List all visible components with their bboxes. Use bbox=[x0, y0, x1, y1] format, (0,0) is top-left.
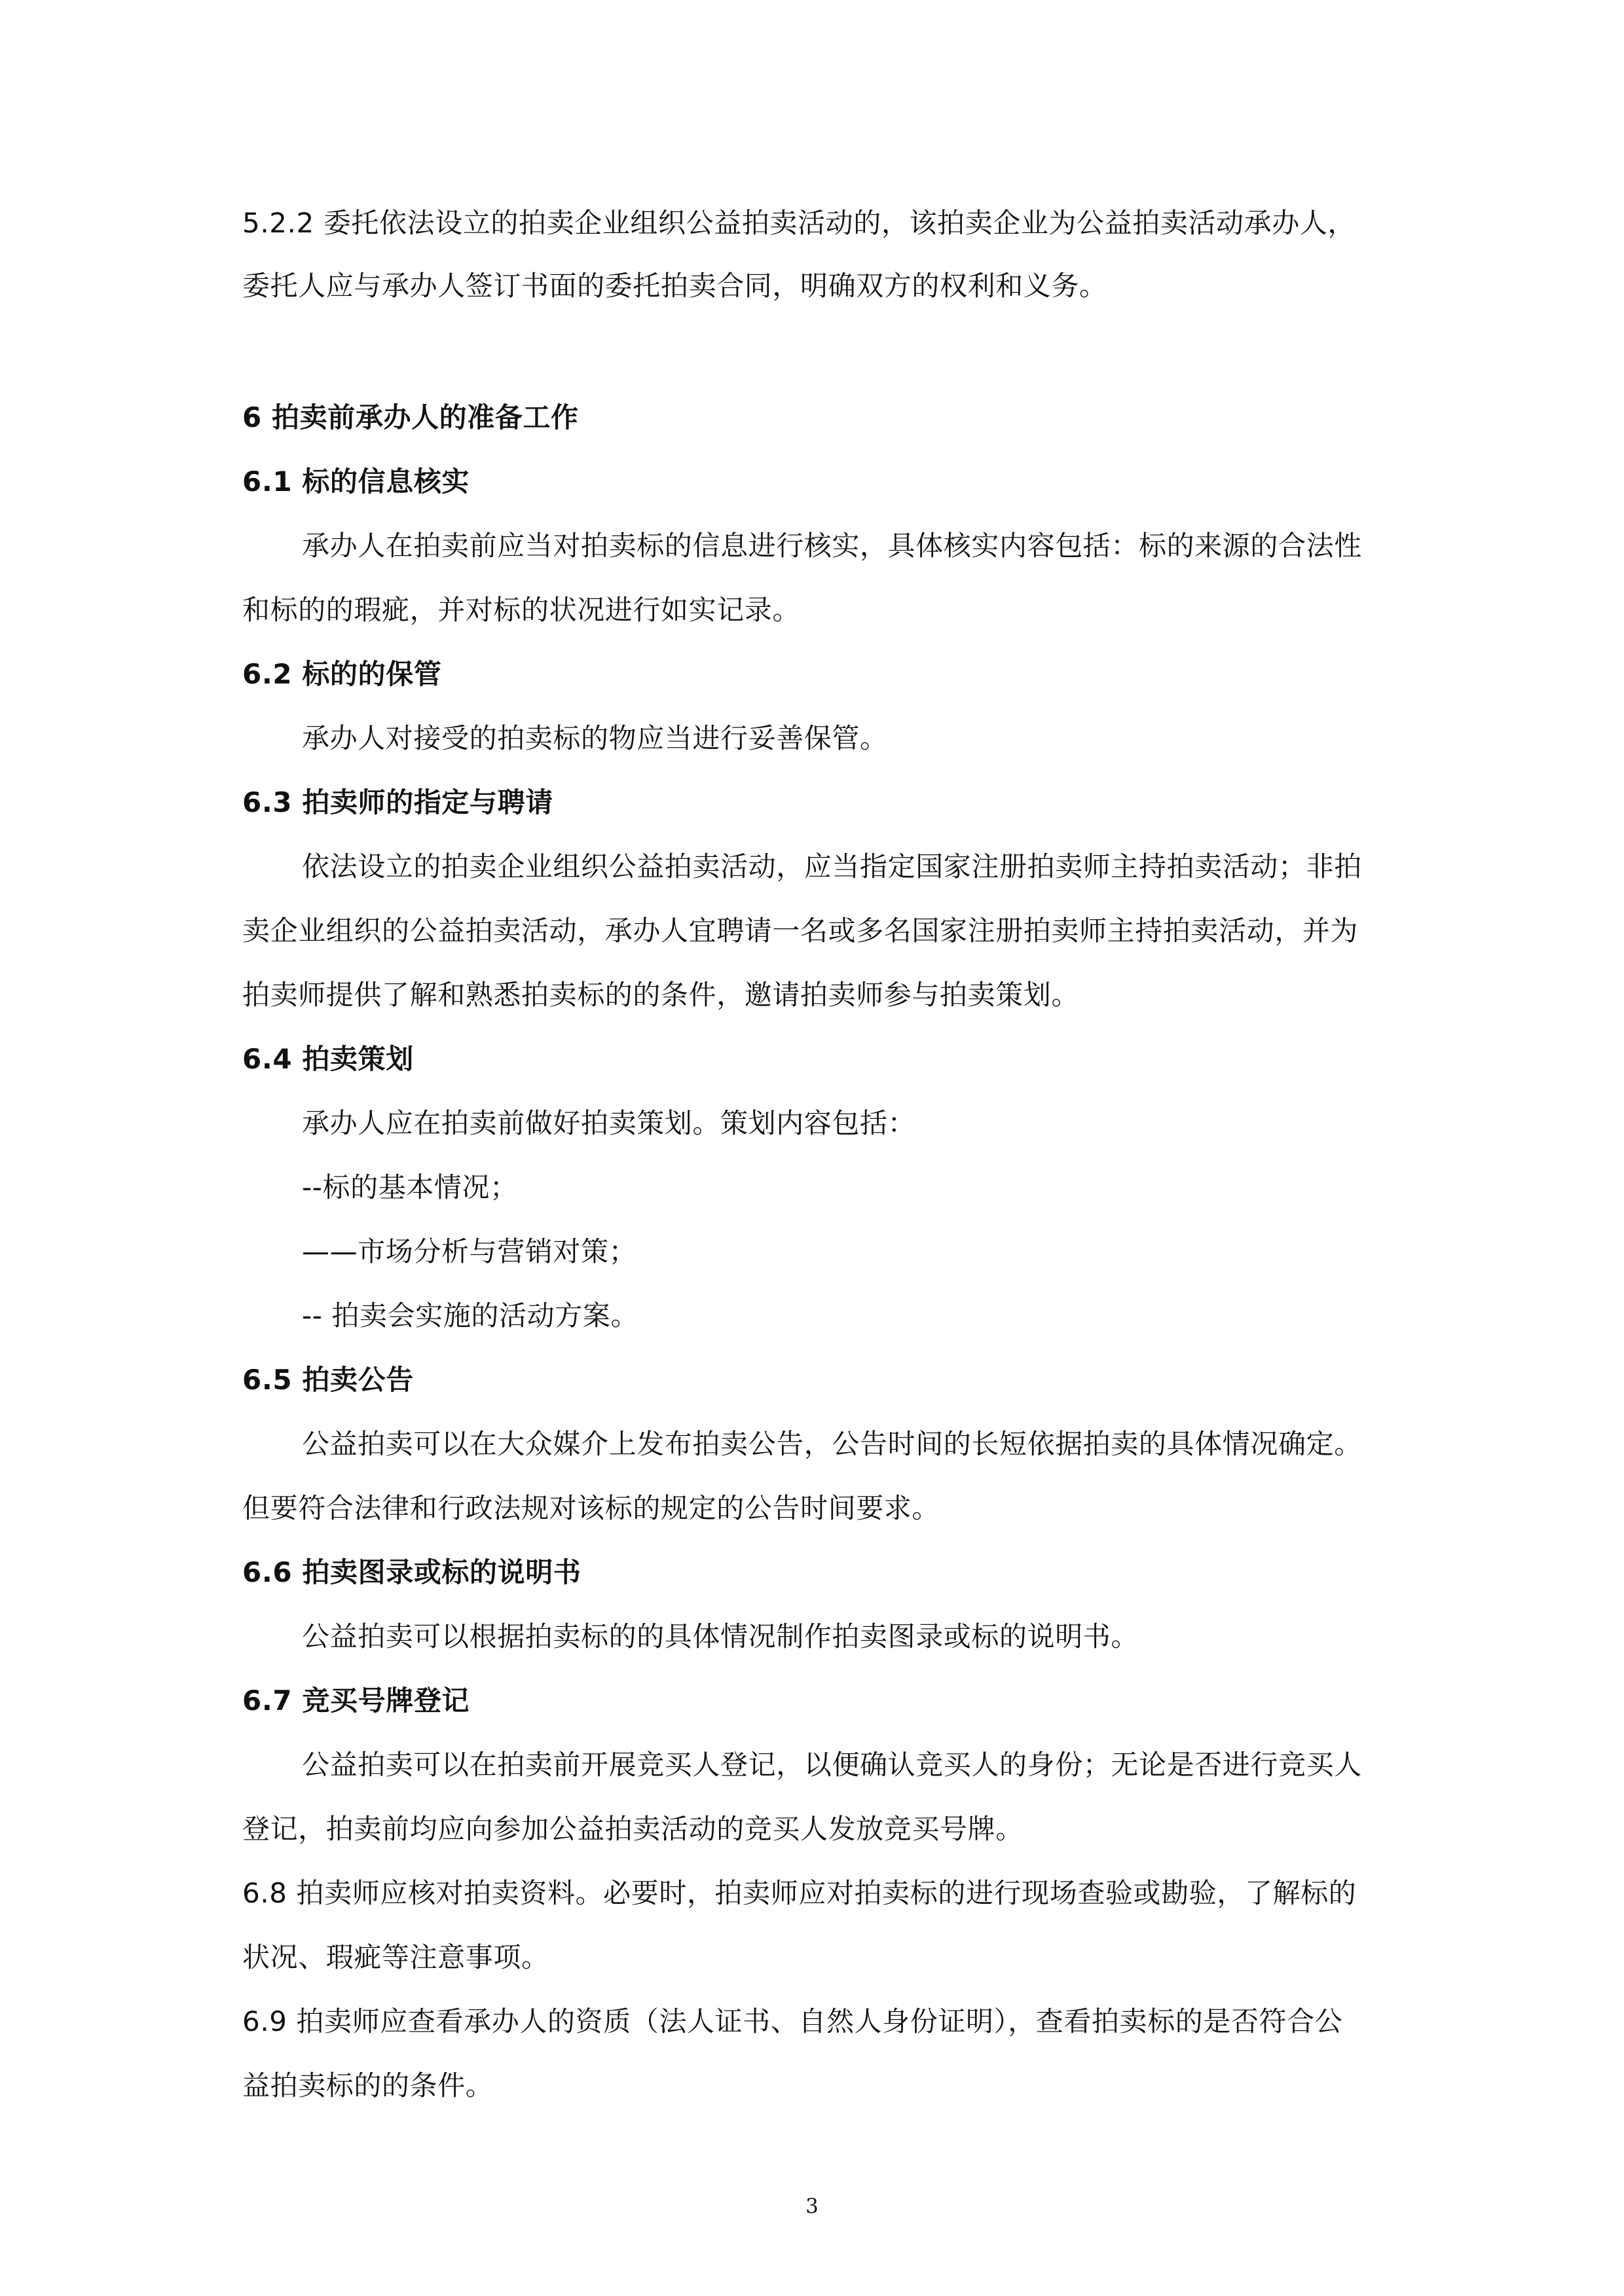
section-6-9-line-2: 益拍卖标的的条件。 bbox=[242, 2069, 494, 2102]
section-6-6-heading: 6.6 拍卖图录或标的说明书 bbox=[242, 1556, 581, 1588]
section-6-7-body-line-2: 登记，拍卖前均应向参加公益拍卖活动的竞买人发放竞买号牌。 bbox=[242, 1813, 1024, 1845]
section-6-2-body: 承办人对接受的拍卖标的物应当进行妥善保管。 bbox=[302, 722, 888, 754]
section-6-3-body-line-1: 依法设立的拍卖企业组织公益拍卖活动，应当指定国家注册拍卖师主持拍卖活动；非拍 bbox=[302, 850, 1362, 883]
section-6-3-body-line-2: 卖企业组织的公益拍卖活动，承办人宜聘请一名或多名国家注册拍卖师主持拍卖活动，并为 bbox=[242, 915, 1359, 947]
section-6-7-heading: 6.7 竞买号牌登记 bbox=[242, 1685, 470, 1717]
section-6-5-heading: 6.5 拍卖公告 bbox=[242, 1364, 414, 1396]
section-6-7-body-line-1: 公益拍卖可以在拍卖前开展竞买人登记，以便确认竞买人的身份；无论是否进行竞买人 bbox=[302, 1749, 1362, 1781]
section-6-1-body-line-2: 和标的的瑕疵，并对标的状况进行如实记录。 bbox=[242, 594, 801, 626]
section-6-4-list-item-2: ——市场分析与营销对策； bbox=[302, 1235, 637, 1267]
paragraph-5-2-2-line-1: 5.2.2 委托依法设立的拍卖企业组织公益拍卖活动的，该拍卖企业为公益拍卖活动承办人， bbox=[242, 207, 1356, 239]
section-6-3-heading: 6.3 拍卖师的指定与聘请 bbox=[242, 786, 553, 818]
section-6-1-heading: 6.1 标的信息核实 bbox=[242, 465, 470, 498]
section-6-4-body: 承办人应在拍卖前做好拍卖策划。策划内容包括： bbox=[302, 1107, 916, 1139]
section-6-9-line-1: 6.9 拍卖师应查看承办人的资质（法人证书、自然人身份证明），查看拍卖标的是否符合公 bbox=[242, 2005, 1343, 2037]
page-number: 3 bbox=[805, 2195, 819, 2218]
section-6-1-body-line-1: 承办人在拍卖前应当对拍卖标的信息进行核实，具体核实内容包括：标的来源的合法性 bbox=[302, 530, 1362, 562]
section-6-4-list-item-3: -- 拍卖会实施的活动方案。 bbox=[302, 1300, 639, 1332]
section-6-4-heading: 6.4 拍卖策划 bbox=[242, 1043, 414, 1075]
section-6-5-body-line-2: 但要符合法律和行政法规对该标的规定的公告时间要求。 bbox=[242, 1492, 940, 1524]
paragraph-5-2-2-line-2: 委托人应与承办人签订书面的委托拍卖合同，明确双方的权利和义务。 bbox=[242, 270, 1107, 302]
section-6-4-list-item-1: --标的基本情况； bbox=[302, 1171, 518, 1203]
section-6-3-body-line-3: 拍卖师提供了解和熟悉拍卖标的的条件，邀请拍卖师参与拍卖策划。 bbox=[242, 979, 1080, 1011]
section-6-6-body: 公益拍卖可以根据拍卖标的的具体情况制作拍卖图录或标的说明书。 bbox=[302, 1620, 1139, 1652]
section-6-5-body-line-1: 公益拍卖可以在大众媒介上发布拍卖公告，公告时间的长短依据拍卖的具体情况确定。 bbox=[302, 1428, 1362, 1460]
section-6-8-line-1: 6.8 拍卖师应核对拍卖资料。必要时，拍卖师应对拍卖标的进行现场查验或勘验，了解标的 bbox=[242, 1877, 1357, 1909]
section-6-heading: 6 拍卖前承办人的准备工作 bbox=[242, 401, 579, 433]
section-6-2-heading: 6.2 标的的保管 bbox=[242, 658, 442, 690]
section-6-8-line-2: 状况、瑕疵等注意事项。 bbox=[242, 1941, 549, 1973]
